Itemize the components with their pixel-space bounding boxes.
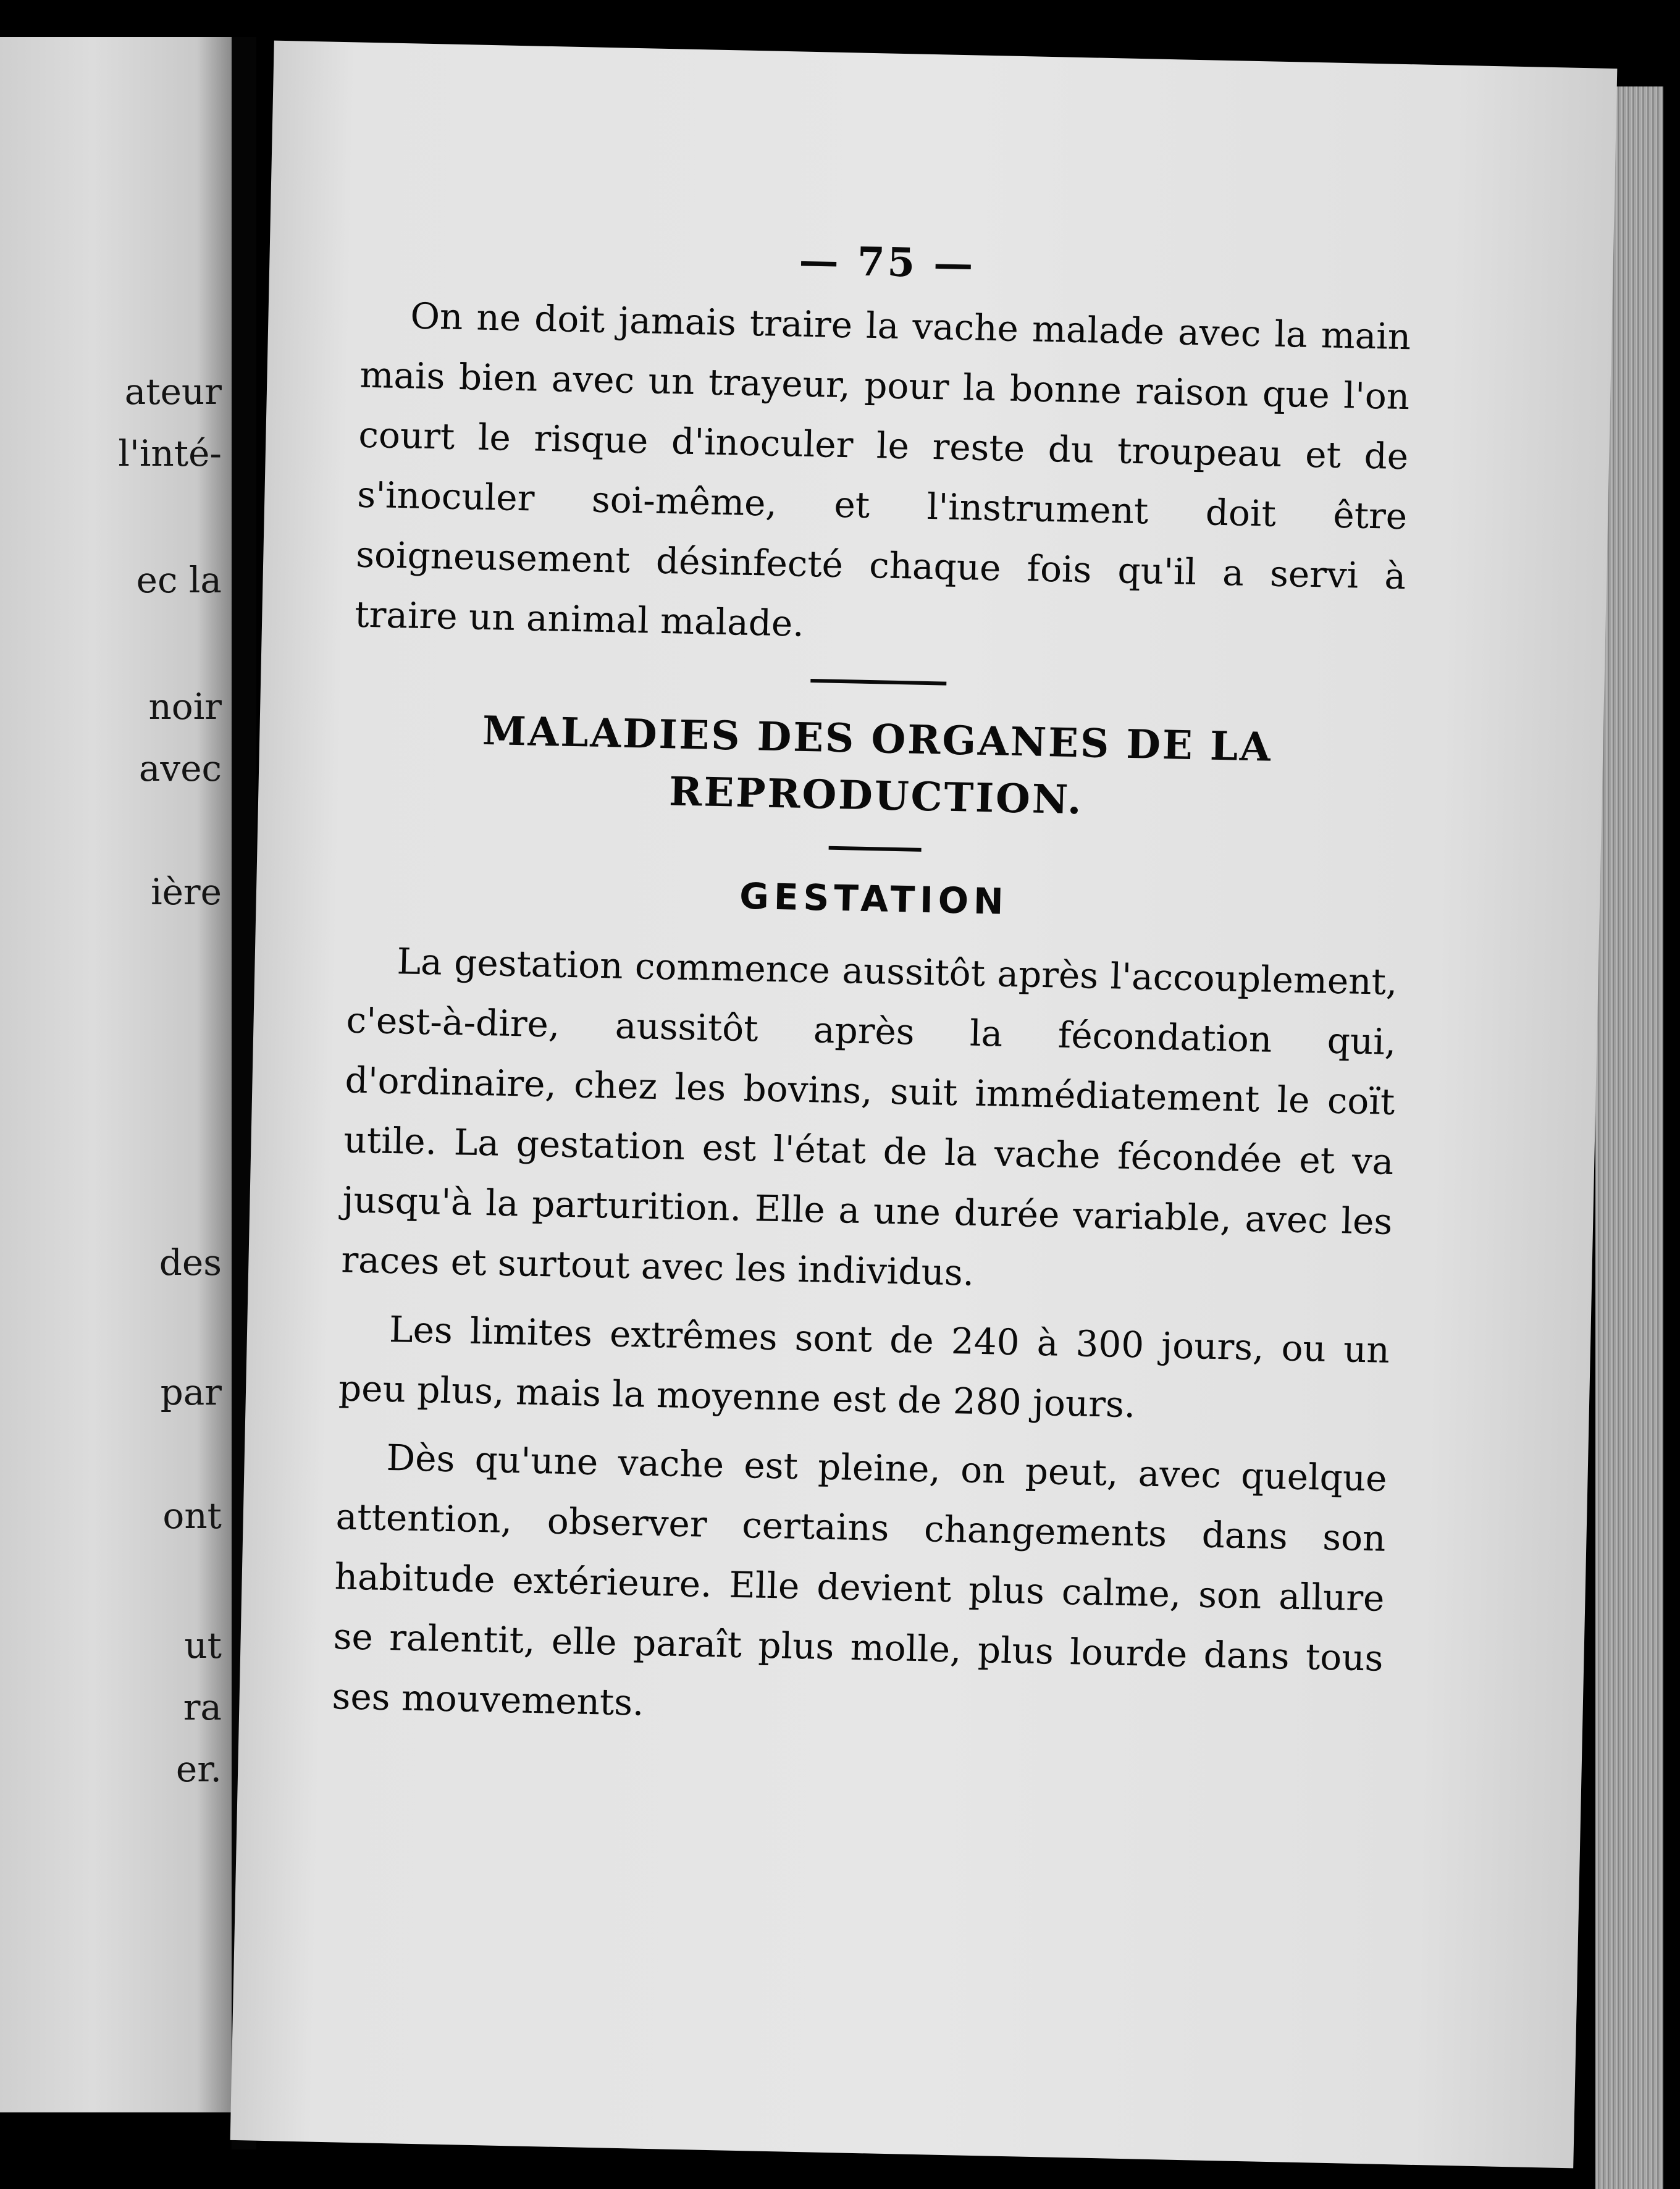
paragraph: Dès qu'une vache est pleine, on peut, avec quelque attention, observer certains changements dans son habitude extérieure. Elle devient plus calme, son allure se ralentit, elle paraît plus molle, plus lourde dans tous ses mouvements.: [332, 1436, 1388, 1724]
section-divider: [810, 679, 946, 686]
left-fragment: des: [159, 1242, 222, 1284]
left-fragment: noir: [148, 686, 222, 728]
section-title: MALADIES DES ORGANES DE LA: [482, 707, 1273, 771]
paragraph: La gestation commence aussitôt après l'accouplement, c'est-à-dire, aussitôt après la fécondation qui, d'ordinaire, chez les bovins, suit immédiatement le coït utile. La gestation est l'état de la vache fécondée et va jusqu'à la parturition. Elle a une durée variable, avec les races et surtout avec les individus.: [340, 940, 1398, 1294]
left-fragment: er.: [175, 1748, 222, 1790]
paragraph: Les limites extrêmes sont de 240 à 300 jours, ou un peu plus, mais la moyenne est de 280 jours.: [338, 1308, 1390, 1426]
left-fragment: ut: [184, 1624, 222, 1666]
page-number: — 75 —: [798, 237, 976, 288]
paragraph: On ne doit jamais traire la vache malade avec la main mais bien avec un trayeur, pour la bonne raison que l'on court le risque d'inoculer le reste du troupeau et de s'inoculer soi-même, et l'instrument doit être soigneusement désinfecté chaque fois qu'il a servi à traire un animal malade.: [354, 295, 1411, 645]
left-page: [0, 37, 232, 2112]
left-fragment: ec la: [136, 559, 222, 601]
left-fragment: ière: [151, 871, 222, 913]
left-fragment: par: [160, 1371, 222, 1413]
left-fragment: l'inté-: [118, 432, 222, 474]
right-page: [230, 41, 1618, 2169]
left-fragment: ra: [183, 1686, 222, 1728]
subsection-divider: [829, 846, 922, 852]
subsection-title: GESTATION: [739, 875, 1009, 923]
left-fragment: ont: [162, 1495, 222, 1537]
section-title-continued: REPRODUCTION.: [668, 768, 1084, 824]
left-fragment: ateur: [124, 371, 222, 413]
left-fragment: avec: [138, 747, 222, 789]
page-text-column: [332, 222, 1413, 1749]
